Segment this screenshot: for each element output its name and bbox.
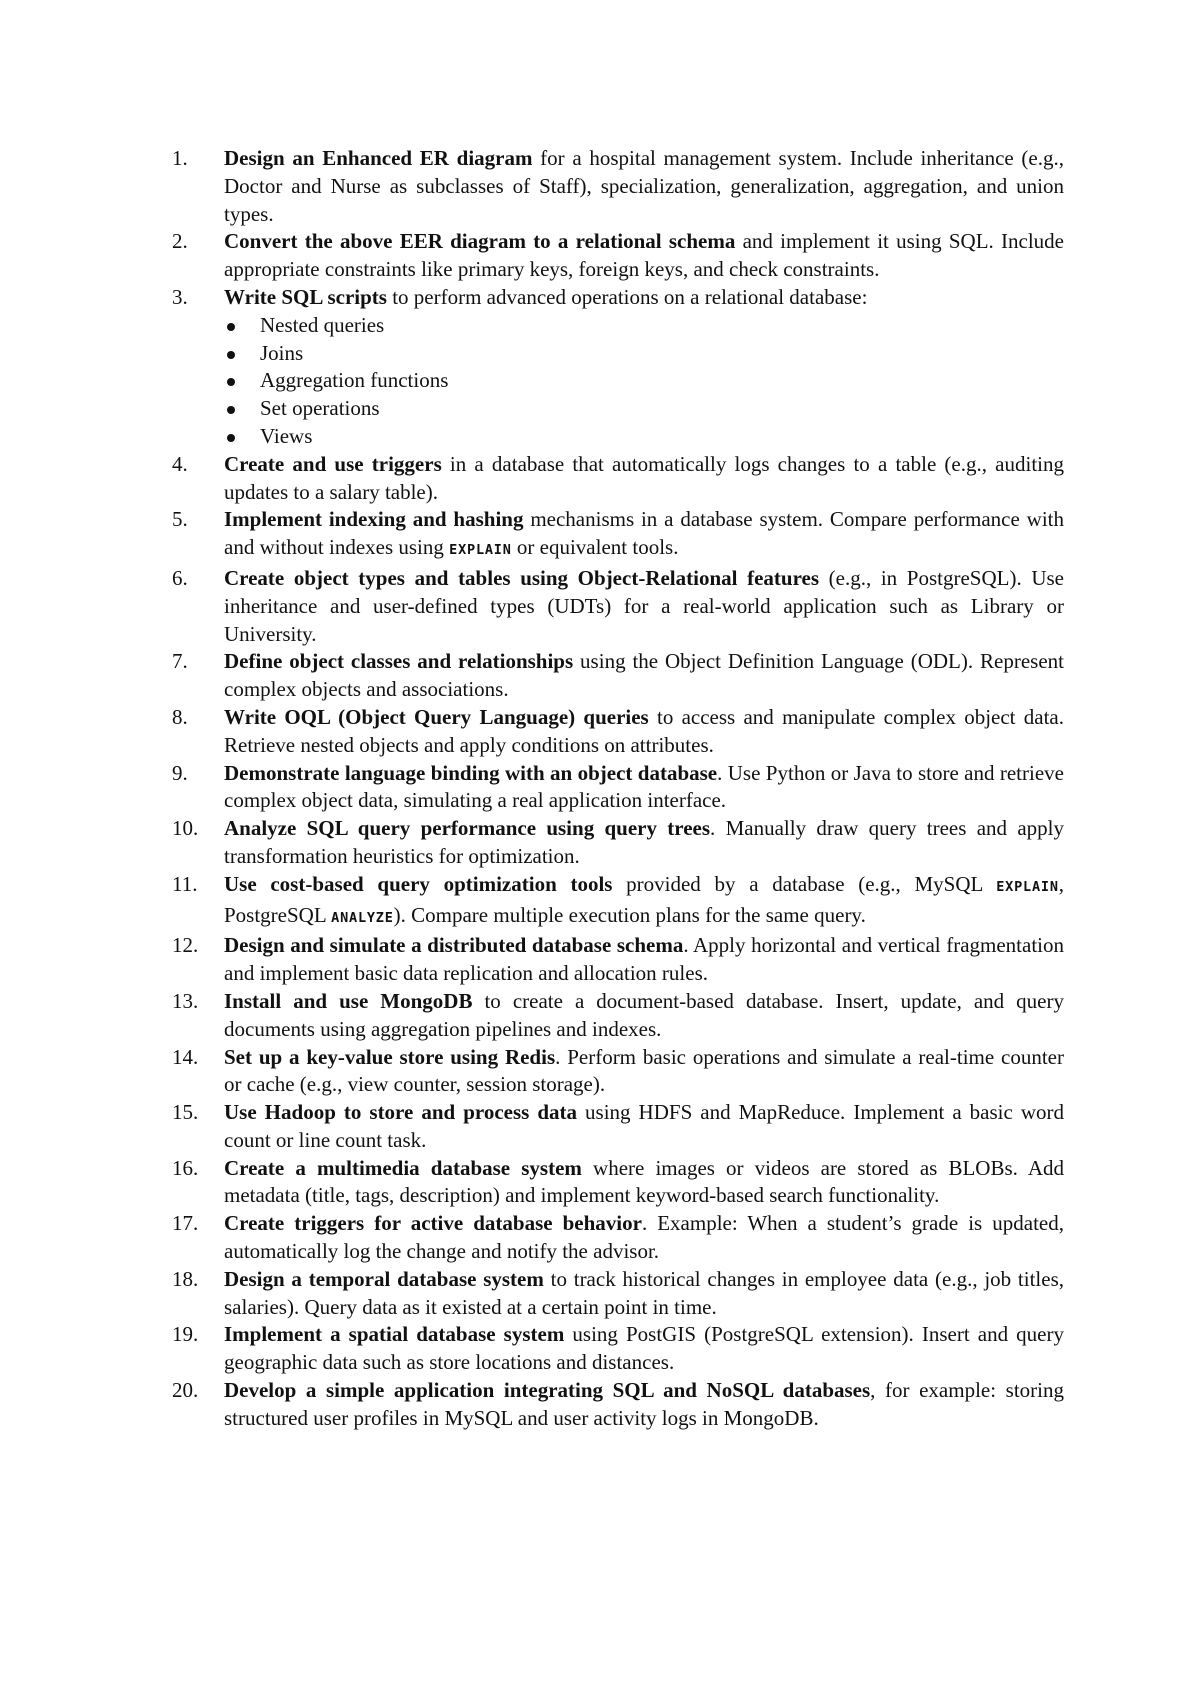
task-list [172, 145, 1064, 1433]
list-item [172, 648, 1064, 704]
sub-list-item [224, 395, 1064, 423]
bullet-icon [227, 351, 235, 359]
list-item [172, 1321, 1064, 1377]
sub-item-text: Aggregation functions [260, 368, 449, 393]
list-item [172, 1377, 1064, 1433]
item-lead: Demonstrate language binding with an object database [224, 760, 718, 785]
item-lead: Use cost-based query optimization tools [224, 871, 613, 896]
item-lead: Design and simulate a distributed database schema [224, 933, 684, 958]
sub-item-text: Views [260, 423, 313, 448]
bullet-icon [227, 378, 235, 386]
sub-list-item [224, 340, 1064, 368]
list-item [172, 815, 1064, 871]
bullet-icon [227, 434, 235, 442]
item-text: provided by a database (e.g., MySQL [612, 871, 997, 896]
sub-list-item [224, 367, 1064, 395]
list-item [172, 760, 1064, 816]
item-lead: Set up a key-value store using Redis [224, 1044, 556, 1069]
item-number: 7. [172, 649, 188, 674]
list-item [172, 871, 1064, 933]
item-lead: Develop a simple application integrating SQL and NoSQL databases [224, 1378, 871, 1403]
list-item [172, 1210, 1064, 1266]
item-number: 6. [172, 565, 188, 590]
item-text: . Perform basic operations and simulate a real-time counter or cache (e.g., view counter, session storage). [224, 1044, 1064, 1097]
item-number: 5. [172, 507, 188, 532]
sub-item-text: Set operations [260, 396, 380, 421]
item-number: 20. [172, 1378, 199, 1403]
item-text: in a database that automatically logs changes to a table (e.g., auditing updates to a salary table). [224, 451, 1064, 504]
item-lead: Write SQL scripts [224, 284, 387, 309]
item-lead: Implement indexing and hashing [224, 507, 524, 532]
sub-list [224, 312, 1064, 451]
item-lead: Use Hadoop to store and process data [224, 1100, 578, 1125]
item-text: or equivalent tools. [511, 535, 679, 560]
list-item [172, 988, 1064, 1044]
item-text: . Example: When a student’s grade is updated, automatically log the change and notify the advisor. [224, 1211, 1064, 1264]
list-item [172, 506, 1064, 565]
bullet-icon [227, 323, 235, 331]
list-item [172, 451, 1064, 507]
item-lead: Write OQL (Object Query Language) queries [224, 704, 649, 729]
bullet-icon [227, 406, 235, 414]
list-item [172, 1044, 1064, 1100]
item-number: 16. [172, 1155, 199, 1180]
inline-code: EXPLAIN [449, 542, 512, 559]
item-number: 3. [172, 284, 188, 309]
item-number: 12. [172, 933, 199, 958]
sub-list-item [224, 423, 1064, 451]
item-text: using HDFS and MapReduce. Implement a basic word count or line count task. [224, 1100, 1064, 1152]
item-text: to create a document-based database. Insert, update, and query documents using aggregation pipelines and indexes. [224, 988, 1064, 1041]
item-lead: Create object types and tables using Object-Relational features [224, 565, 820, 590]
item-number: 17. [172, 1211, 199, 1236]
item-lead: Define object classes and relationships [224, 649, 574, 674]
item-text: . Use Python or Java to store and retrieve complex object data, simulating a real application interface. [224, 760, 1064, 813]
inline-code: ANALYZE [331, 909, 394, 926]
item-text: . Manually draw query trees and apply transformation heuristics for optimization. [224, 816, 1064, 868]
item-number: 2. [172, 229, 188, 254]
item-number: 1. [172, 146, 188, 170]
item-lead: Install and use MongoDB [224, 988, 473, 1013]
item-number: 18. [172, 1266, 199, 1291]
list-item [172, 145, 1064, 228]
item-lead: Implement a spatial database system [224, 1322, 565, 1347]
item-text: and implement it using SQL. Include appropriate constraints like primary keys, foreign keys, and check constraints. [224, 229, 1064, 282]
list-item [172, 1155, 1064, 1211]
sub-list-item [224, 312, 1064, 340]
list-item [172, 284, 1064, 451]
item-text: where images or videos are stored as BLOBs. Add metadata (title, tags, description) and implement keyword-based search functionality. [224, 1155, 1064, 1208]
inline-code: EXPLAIN [996, 878, 1059, 895]
item-text: to track historical changes in employee data (e.g., job titles, salaries). Query data as it existed at a certain point in time. [224, 1266, 1065, 1319]
item-lead: Convert the above EER diagram to a relational schema [224, 229, 736, 254]
item-number: 11. [172, 871, 198, 896]
item-lead: Create and use triggers [224, 451, 442, 476]
sub-item-text: Joins [260, 340, 304, 365]
item-lead: Create a multimedia database system [224, 1155, 582, 1180]
list-item [172, 704, 1064, 760]
item-text: using PostGIS (PostgreSQL extension). Insert and query geographic data such as store locations and distances. [224, 1322, 1064, 1375]
item-text: to perform advanced operations on a relational database: [386, 284, 868, 309]
item-text: using the Object Definition Language (ODL). Represent complex objects and associations. [224, 649, 1064, 702]
list-item [172, 1266, 1064, 1322]
item-text: ). Compare multiple execution plans for the same query. [393, 902, 866, 927]
item-number: 13. [172, 988, 199, 1013]
item-number: 19. [172, 1322, 199, 1347]
item-text: to access and manipulate complex object data. Retrieve nested objects and apply conditions on attributes. [224, 704, 1065, 757]
item-text: for a hospital management system. Include inheritance (e.g., Doctor and Nurse as subclasses of Staff), specialization, generalization, aggregation, and union types. [224, 146, 1064, 226]
item-number: 14. [172, 1044, 199, 1069]
item-number: 4. [172, 451, 188, 476]
item-text: , PostgreSQL [224, 871, 1064, 927]
item-lead: Design an Enhanced ER diagram [224, 146, 533, 170]
item-text: . Apply horizontal and vertical fragmentation and implement basic data replication and allocation rules. [224, 933, 1064, 986]
item-number: 9. [172, 760, 188, 785]
item-lead: Create triggers for active database behavior [224, 1211, 642, 1236]
item-number: 10. [172, 816, 199, 841]
list-item [172, 228, 1064, 284]
item-text: , for example: storing structured user profiles in MySQL and user activity logs in MongoDB. [224, 1378, 1064, 1430]
item-number: 15. [172, 1100, 199, 1125]
item-number: 8. [172, 704, 188, 729]
sub-item-text: Nested queries [260, 312, 385, 337]
list-item [172, 1099, 1064, 1155]
item-text: mechanisms in a database system. Compare performance with and without indexes using [224, 507, 1065, 560]
item-text: (e.g., in PostgreSQL). Use inheritance and user-defined types (UDTs) for a real-world application such as Library or University. [224, 565, 1064, 646]
list-item [172, 932, 1064, 988]
list-item [172, 565, 1064, 648]
item-lead: Design a temporal database system [224, 1266, 544, 1291]
item-lead: Analyze SQL query performance using query trees [224, 816, 711, 841]
